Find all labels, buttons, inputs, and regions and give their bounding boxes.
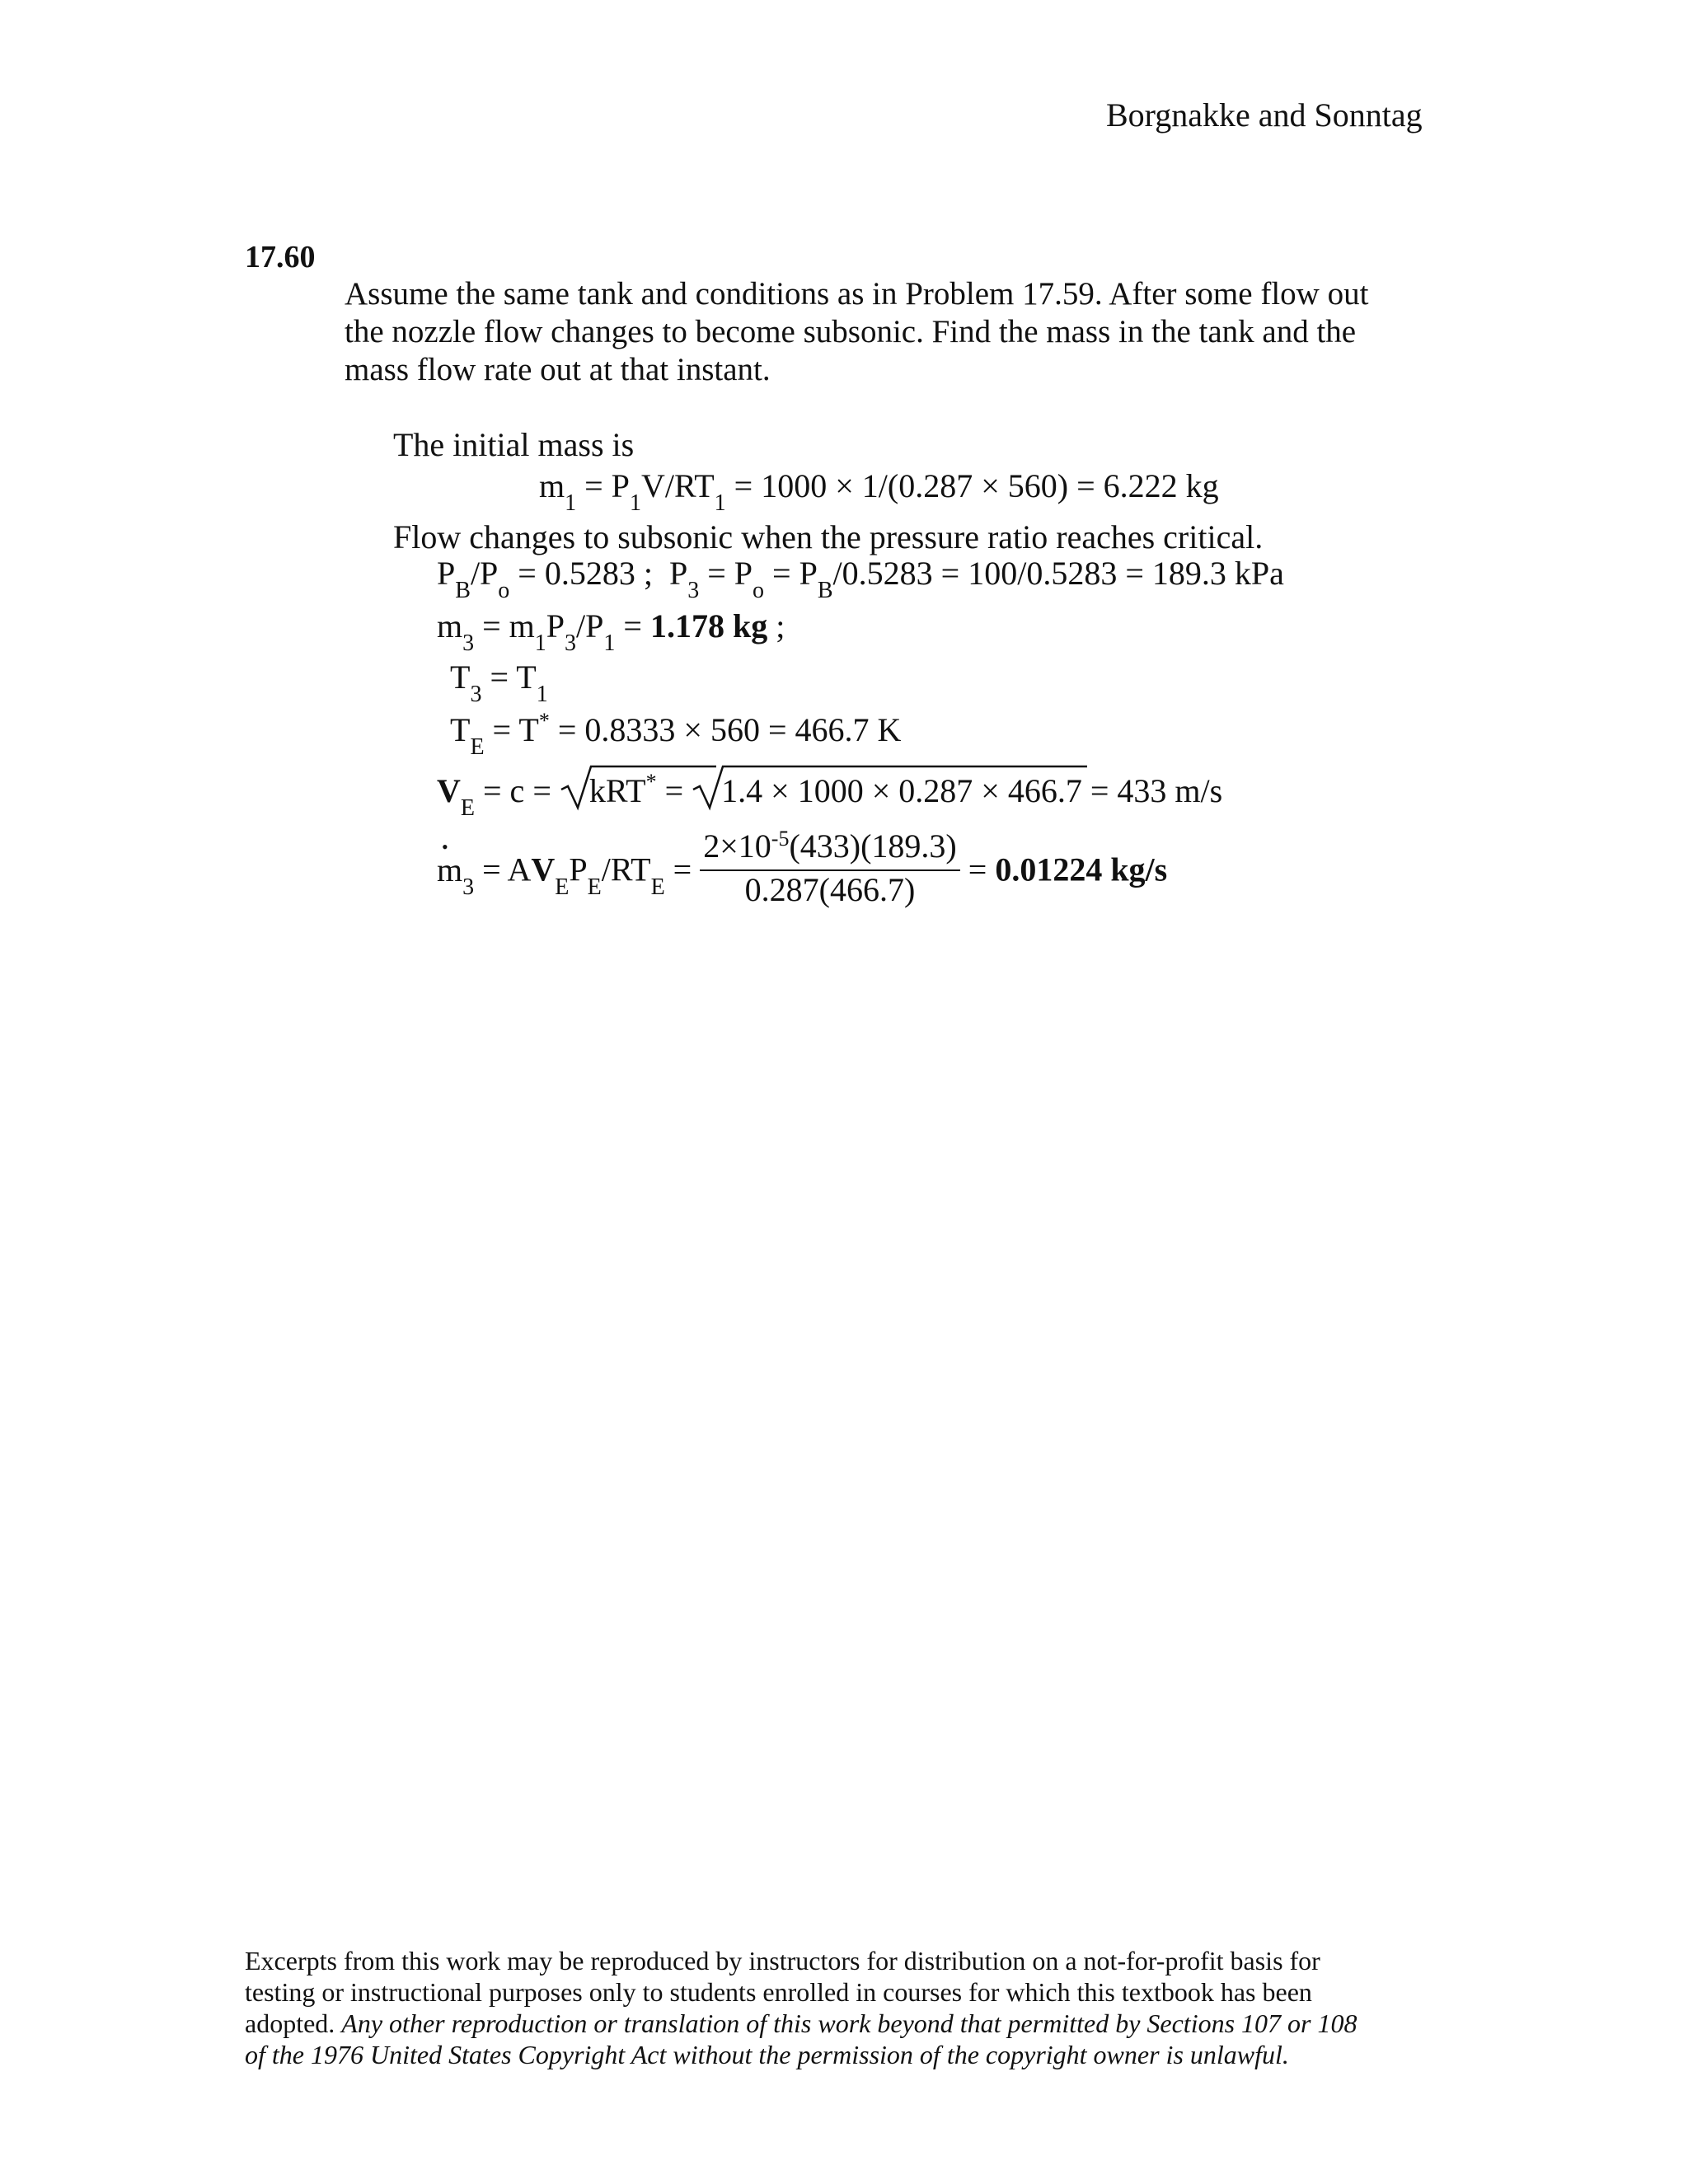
eq-superscript: *	[538, 709, 550, 733]
eq-subscript: B	[455, 578, 471, 603]
eq-subscript: 3	[462, 630, 475, 656]
eq-symbol: =	[623, 607, 642, 644]
eq-symbol: kRT	[588, 772, 646, 809]
eq-rest: = 0.8333 × 560 = 466.7 K	[557, 711, 902, 748]
eq-symbol: P	[546, 607, 565, 644]
flow-change-text: Flow changes to subsonic when the pressure ratio reaches critical.	[393, 518, 1264, 555]
footer-line	[245, 2008, 1465, 2039]
footer-line: Excerpts from this work may be reproduced by instructors for distribution on a not-for-profit basis for	[245, 1946, 1320, 1975]
eq-subscript: 3	[462, 874, 475, 900]
eq-subscript: o	[498, 578, 510, 603]
eq-subscript: 1	[536, 682, 548, 707]
eq-superscript: -5	[771, 827, 790, 851]
eq-subscript: 1	[714, 490, 726, 516]
square-root	[560, 771, 657, 810]
eq-symbol: P	[668, 555, 688, 592]
footer-line: testing or instructional purposes only to students enrolled in courses for which this textbook has been	[245, 1977, 1312, 2007]
eq-symbol: =	[673, 851, 692, 888]
eq-rest: = 1000 × 1/(0.287 × 560) = 6.222 kg	[734, 467, 1219, 504]
statement-line: Assume the same tank and conditions as in Problem 17.59. After some flow out	[345, 276, 1369, 312]
eq-symbol: /P	[576, 607, 604, 644]
radical-sign-icon	[692, 762, 1087, 811]
eq-symbol: V	[531, 851, 556, 888]
eq-subscript: B	[817, 578, 833, 603]
eq-subscript: 1	[565, 490, 577, 516]
eq-symbol: = P	[707, 555, 753, 592]
eq-symbol: 2×10	[703, 827, 771, 865]
eq-symbol: ;	[776, 607, 785, 644]
statement-line: the nozzle flow changes to become subsonic. Find the mass in the tank and the	[345, 314, 1357, 349]
equation-initial-mass	[539, 466, 1219, 516]
eq-symbol: = T	[492, 711, 539, 748]
equation-temperature-3	[450, 658, 548, 707]
eq-superscript: *	[645, 770, 657, 794]
eq-symbol: = m	[482, 607, 535, 644]
eq-symbol: m	[437, 607, 463, 644]
equation-mass-flow-rate	[437, 827, 1168, 914]
equation-exit-velocity	[437, 770, 1223, 821]
equation-mass-3	[437, 607, 785, 656]
eq-symbol: V	[437, 772, 461, 809]
eq-subscript: E	[587, 874, 602, 900]
eq-symbol: T	[450, 711, 471, 748]
eq-rest: = 433 m/s	[1090, 772, 1223, 809]
equation-exit-temperature	[450, 709, 902, 760]
eq-symbol: • m	[437, 851, 462, 888]
square-root	[692, 771, 1082, 810]
statement-line: mass flow rate out at that instant.	[345, 352, 771, 387]
eq-symbol: =	[664, 772, 684, 809]
eq-subscript: 3	[470, 682, 482, 707]
solution-intro: The initial mass is	[393, 426, 635, 463]
eq-rest: = 0.5283 ;	[518, 555, 653, 592]
eq-symbol: P	[569, 851, 588, 888]
eq-symbol: 1.4 × 1000 × 0.287 × 466.7	[721, 772, 1082, 809]
eq-symbol: /RT	[601, 851, 651, 888]
eq-subscript: 1	[603, 630, 616, 656]
footer-line: of the 1976 United States Copyright Act without the permission of the copyright owner is unlawful.	[245, 2040, 1289, 2069]
eq-subscript: E	[650, 874, 665, 900]
page-header: Borgnakke and Sonntag	[1106, 96, 1423, 134]
eq-subscript: 1	[629, 490, 641, 516]
eq-symbol: P	[437, 555, 456, 592]
copyright-footer	[245, 1945, 1465, 2070]
eq-symbol: /P	[470, 555, 499, 592]
fraction-denominator: 0.287(466.7)	[744, 871, 916, 908]
result-mass-flow-rate: 0.01224 kg/s	[995, 851, 1168, 888]
eq-subscript: E	[555, 874, 570, 900]
fraction-numerator	[700, 827, 960, 871]
footer-text-italic: Any other reproduction or translation of this work beyond that permitted by Sections 107 or 108	[341, 2008, 1357, 2038]
eq-subscript: 3	[687, 578, 700, 603]
result-mass: 1.178 kg	[649, 607, 768, 644]
equation-pressure-ratio	[437, 554, 1284, 603]
eq-symbol: = P	[772, 555, 818, 592]
eq-symbol: = T	[490, 658, 537, 696]
eq-subscript: E	[460, 795, 475, 821]
eq-symbol: m	[539, 467, 565, 504]
fraction	[700, 827, 960, 909]
eq-subscript: E	[470, 734, 485, 760]
problem-number: 17.60	[245, 240, 316, 274]
eq-rest: /0.5283 = 100/0.5283 = 189.3 kPa	[832, 555, 1284, 592]
eq-subscript: 1	[534, 630, 546, 656]
eq-subscript: o	[753, 578, 765, 603]
eq-symbol: =	[968, 851, 987, 888]
eq-symbol: V/RT	[640, 467, 715, 504]
eq-subscript: 3	[565, 630, 577, 656]
eq-symbol: = c =	[483, 772, 551, 809]
eq-symbol: (433)(189.3)	[789, 827, 957, 865]
eq-symbol: T	[450, 658, 471, 696]
eq-symbol: = A	[482, 851, 532, 888]
problem-statement	[345, 275, 1441, 389]
eq-symbol: = P	[584, 467, 630, 504]
footer-text: adopted.	[245, 2008, 335, 2038]
